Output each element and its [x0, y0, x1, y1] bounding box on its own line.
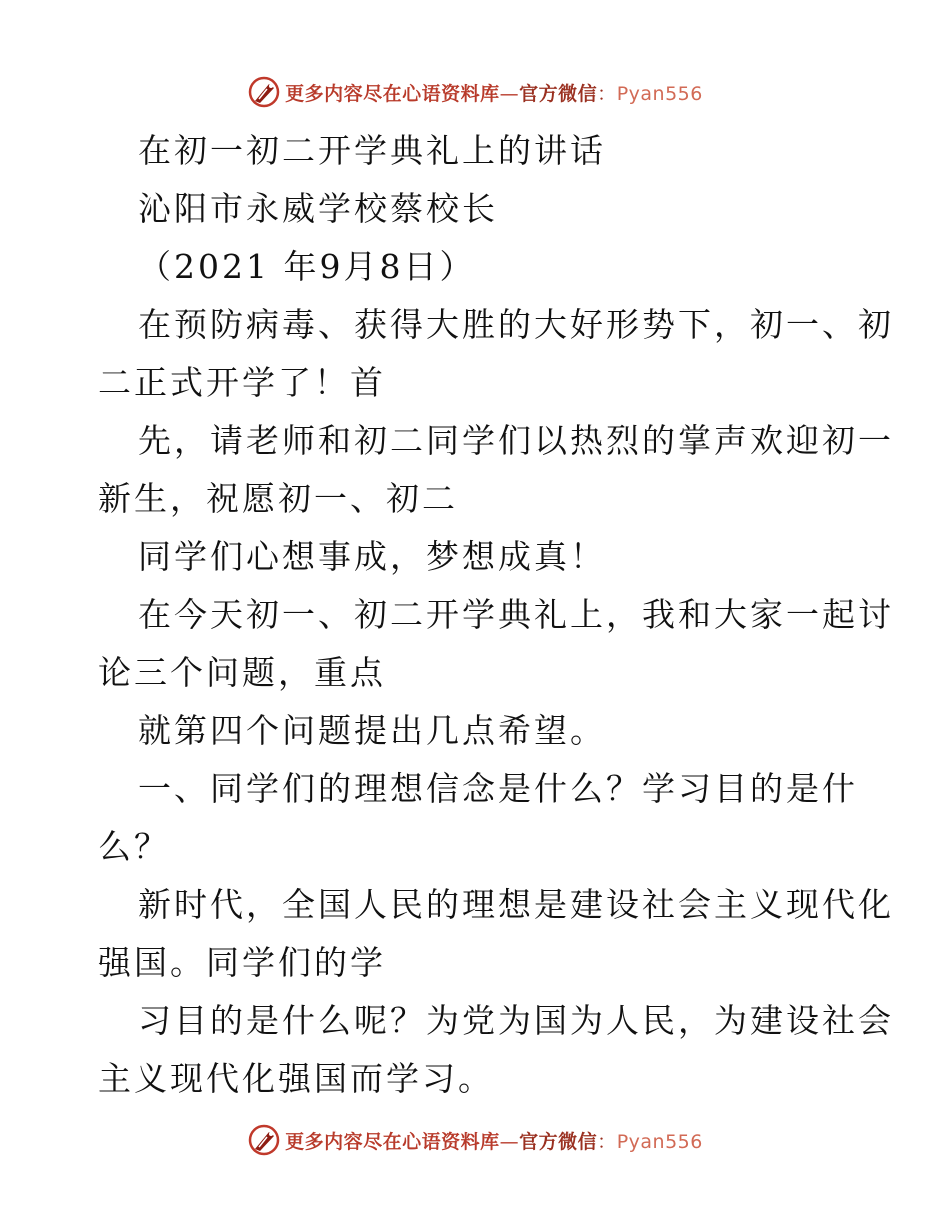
text-line: 就第四个问题提出几点希望。 [138, 711, 606, 750]
watermark-text [285, 79, 703, 106]
watermark-wechat-id: Pyan556 [616, 82, 703, 105]
watermark-header [0, 72, 950, 112]
text-line: 先，请老师和初二同学们以热烈的掌声欢迎初一 [138, 421, 894, 460]
text-line: 在今天初一、初二开学典礼上，我和大家一起讨 [138, 595, 894, 634]
watermark-sub-text: 官方微信 [519, 1130, 598, 1153]
watermark-main-text: 更多内容尽在心语资料库 [285, 1130, 500, 1153]
text-line: 在预防病毒、获得大胜的大好形势下，初一、初 [138, 305, 894, 344]
watermark-main-text: 更多内容尽在心语资料库 [285, 82, 500, 105]
pen-nib-logo-icon [247, 75, 281, 109]
watermark-wechat-id: Pyan556 [616, 1130, 703, 1153]
text-line: 论三个问题，重点 [98, 653, 386, 692]
text-line: 在初一初二开学典礼上的讲话 [138, 131, 606, 170]
text-line: 一、同学们的理想信念是什么？学习目的是什 [138, 769, 858, 808]
text-line: 强国。同学们的学 [98, 943, 386, 982]
watermark-colon: ： [597, 1130, 617, 1153]
text-line: 主义现代化强国而学习。 [98, 1059, 494, 1098]
watermark-footer [0, 1120, 950, 1160]
text-line: 二正式开学了！首 [98, 363, 386, 402]
text-line: （2021 年9月8日） [138, 247, 476, 286]
watermark-text [285, 1127, 703, 1154]
text-line: 习目的是什么呢？为党为国为人民，为建设社会 [138, 1001, 894, 1040]
watermark-sub-text: 官方微信 [519, 82, 598, 105]
text-line: 新时代，全国人民的理想是建设社会主义现代化 [138, 885, 894, 924]
pen-nib-logo-icon [247, 1123, 281, 1157]
watermark-colon: ： [597, 82, 617, 105]
watermark-dash: — [499, 82, 520, 105]
text-line: 沁阳市永威学校蔡校长 [138, 189, 498, 228]
text-line: 么？ [98, 827, 170, 866]
text-line: 同学们心想事成，梦想成真！ [138, 537, 606, 576]
text-line: 新生，祝愿初一、初二 [98, 479, 458, 518]
watermark-dash: — [499, 1130, 520, 1153]
document-body [98, 122, 894, 1108]
